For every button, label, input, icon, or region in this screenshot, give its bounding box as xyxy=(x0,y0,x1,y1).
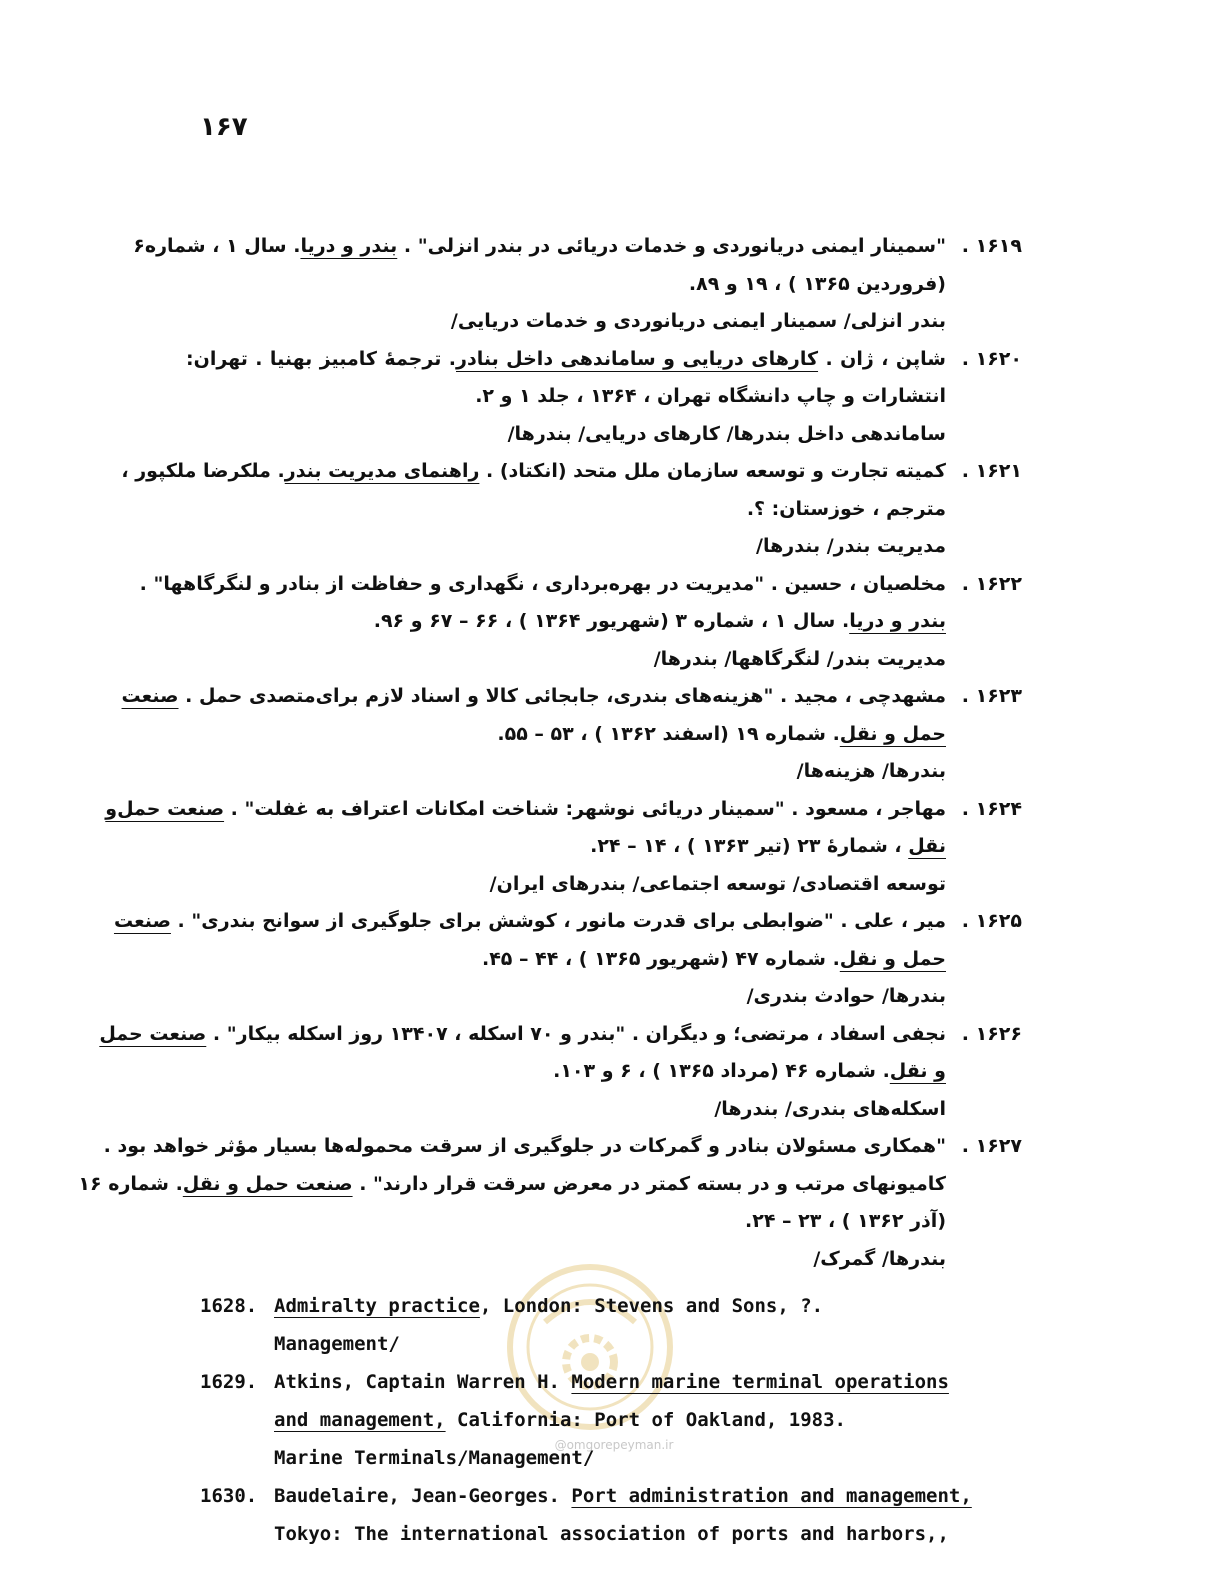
entry-text: Management/ xyxy=(274,1333,400,1355)
entry-line xyxy=(186,828,1022,866)
entry-subjects: بندر انزلی/ سمینار ایمنی دریانوردی و خدمات دریایی/ xyxy=(450,310,946,332)
entry-text: Baudelaire, Jean-Georges. xyxy=(274,1485,572,1507)
entry-text: . شماره ۴۷ (شهریور ۱۳۶۵ ) ، ۴۴ – ۴۵. xyxy=(481,947,840,970)
entry-title: بندر و دریا xyxy=(849,610,946,632)
entry-text: مشهدچی ، مجید . "هزینه‌های بندری، جابجائی کالا و اسناد لازم برای‌متصدی حمل . xyxy=(178,685,946,707)
entry-text: (آذر ۱۳۶۲ ) ، ۲۳ – ۲۴. xyxy=(745,1210,946,1232)
entry-line xyxy=(186,941,1022,979)
bibliography-entry xyxy=(139,566,1022,679)
bibliography-entry xyxy=(105,791,1022,904)
entry-text: نجفی اسفاد ، مرتضی؛ و دیگران . "بندر و ۷۰ اسکله ، ۱۳۴۰۷ روز اسکله بیکار" . xyxy=(206,1022,946,1045)
entry-number: ۱۶۲۱ . xyxy=(961,460,1022,482)
entry-subjects: مدیریت بندر/ لنگرگاهها/ بندرها/ xyxy=(653,647,946,670)
bibliography-entry xyxy=(121,453,1022,566)
entry-line xyxy=(113,903,1022,941)
entry-title: صنعت xyxy=(113,910,171,932)
entry-title: صنعت حمل xyxy=(99,1022,207,1045)
entry-line xyxy=(200,1287,1040,1325)
entry-line xyxy=(200,1439,1040,1477)
entry-line xyxy=(186,266,1022,304)
entry-line xyxy=(103,1128,1022,1166)
bibliography-entry xyxy=(200,1477,1040,1553)
entry-text: مهاجر ، مسعود . "سمینار دریائی نوشهر: شناخت امکانات اعتراف به غفلت" . xyxy=(224,797,946,820)
entry-number: ۱۶۲۰ . xyxy=(961,347,1022,370)
entry-line xyxy=(186,603,1022,641)
entry-text: "سمینار ایمنی دریانوردی و خدمات دریائی در بندر انزلی" . xyxy=(397,235,946,257)
entry-line xyxy=(105,791,1022,829)
entry-text: Marine Terminals/Management/ xyxy=(274,1447,595,1469)
entry-text: Tokyo: The international association of ports and harbors,, xyxy=(274,1523,949,1545)
entry-title: صنعت حمل‌و xyxy=(105,797,225,820)
entry-line xyxy=(200,1477,1040,1515)
entry-number: ۱۶۲۳ . xyxy=(961,685,1022,707)
entry-number: ۱۶۲۵ . xyxy=(961,910,1022,932)
persian-bibliography xyxy=(78,228,1022,1278)
entry-line xyxy=(186,1203,1022,1241)
bibliography-entry xyxy=(99,1016,1022,1129)
entry-line xyxy=(139,566,1022,604)
entry-text: کمیته تجارت و توسعه سازمان ملل متحد (انکتاد) . xyxy=(479,460,946,482)
entry-text: مخلصیان ، حسین . "مدیریت در بهره‌برداری ، نگهداری و حفاظت از بنادر و لنگرگاهها" . xyxy=(139,572,946,595)
entry-number: ۱۶۲۲ . xyxy=(961,572,1022,595)
bibliography-entry xyxy=(113,903,1022,1016)
entry-line xyxy=(133,228,1022,266)
entry-text: . ترجمهٔ کامبیز بهنیا . تهران: xyxy=(186,347,456,370)
entry-text: کامیونهای مرتب و در بسته کمتر در معرض سرقت قرار دارند" . xyxy=(352,1172,946,1195)
entry-title: حمل و نقل xyxy=(839,947,946,970)
entry-subjects: اسکله‌های بندری/ بندرها/ xyxy=(714,1097,946,1120)
entry-text: شاپن ، ژان . xyxy=(818,347,946,370)
entry-title: و نقل xyxy=(889,1060,946,1082)
entry-line xyxy=(200,1401,1040,1439)
bibliography-entry xyxy=(78,1128,1022,1278)
bibliography-entry xyxy=(186,341,1022,454)
entry-text: Atkins, Captain Warren H. xyxy=(274,1371,572,1393)
entry-number: ۱۶۲۶ . xyxy=(961,1022,1022,1045)
entry-number: ۱۶۲۷ . xyxy=(961,1135,1022,1157)
entry-text: انتشارات و چاپ دانشگاه تهران ، ۱۳۶۴ ، جلد ۱ و ۲. xyxy=(475,385,946,407)
entry-line xyxy=(186,378,1022,416)
entry-title: صنعت حمل و نقل xyxy=(182,1172,353,1195)
entry-text: . سال ۱ ، شماره ۳ (شهریور ۱۳۶۴ ) ، ۶۶ – ۶۷ و ۹۶. xyxy=(373,610,850,632)
entry-line xyxy=(200,1363,1040,1401)
entry-subjects: بندرها/ حوادث بندری/ xyxy=(746,985,946,1007)
entry-number: 1629. xyxy=(200,1371,258,1393)
entry-number: ۱۶۱۹ . xyxy=(961,235,1022,257)
entry-title: کارهای دریایی و ساماندهی داخل بنادر xyxy=(456,347,819,370)
entry-text: . شماره ۴۶ (مرداد ۱۳۶۵ ) ، ۶ و ۱۰۳. xyxy=(553,1060,890,1082)
entry-line xyxy=(186,341,1022,379)
entry-text: (فروردین ۱۳۶۵ ) ، ۱۹ و ۸۹. xyxy=(688,272,946,295)
entry-title: بندر و دریا xyxy=(300,235,398,257)
entry-text: . شماره ۱۶ xyxy=(78,1172,183,1195)
entry-number: ۱۶۲۴ . xyxy=(961,797,1022,820)
entry-line xyxy=(121,453,1022,491)
entry-text: . شماره ۱۹ (اسفند ۱۳۶۲ ) ، ۵۳ – ۵۵. xyxy=(497,722,840,745)
entry-text: ، شمارهٔ ۲۳ (تیر ۱۳۶۳ ) ، ۱۴ – ۲۴. xyxy=(590,835,909,857)
entry-text: . سال ۱ ، شماره۶ xyxy=(133,235,301,257)
entry-title: صنعت xyxy=(121,685,179,707)
entry-text: مترجم ، خوزستان: ؟. xyxy=(746,497,946,520)
entry-subjects: مدیریت بندر/ بندرها/ xyxy=(756,535,946,557)
bibliography-entry xyxy=(200,1363,1040,1477)
entry-title: نقل xyxy=(908,835,946,857)
entry-subjects: ساماندهی داخل بندرها/ کارهای دریایی/ بندرها/ xyxy=(507,422,946,445)
entry-text: California: Port of Oakland, 1983. xyxy=(445,1409,846,1431)
entry-text: "همکاری مسئولان بنادر و گمرکات در جلوگیری از سرقت محموله‌ها بسیار مؤثر خواهد بود . xyxy=(103,1135,946,1157)
entry-text: , London: Stevens and Sons, ?. xyxy=(479,1295,824,1317)
entry-line xyxy=(200,1325,1040,1363)
entry-text: میر ، علی . "ضوابطی برای قدرت مانور ، کوشش برای جلوگیری از سوانح بندری" . xyxy=(170,910,946,932)
entry-text: . ملکرضا ملکپور ، xyxy=(121,460,285,482)
watermark-text: @omgorepeyman.ir xyxy=(554,1438,674,1452)
entry-number: 1630. xyxy=(200,1485,258,1507)
entry-title: Modern marine terminal operations xyxy=(571,1371,949,1393)
entry-title: حمل و نقل xyxy=(839,722,946,745)
entry-line xyxy=(186,716,1022,754)
bibliography-entry xyxy=(121,678,1022,791)
entry-line xyxy=(78,1166,1022,1204)
entry-title: Port administration and management, xyxy=(571,1485,972,1507)
entry-subjects: بندرها/ هزینه‌ها/ xyxy=(796,760,946,782)
entry-title: and management, xyxy=(274,1409,446,1431)
page-number: ۱۶۷ xyxy=(200,112,248,142)
english-bibliography xyxy=(200,1287,1040,1553)
entry-line xyxy=(121,678,1022,716)
entry-subjects: توسعه اقتصادی/ توسعه اجتماعی/ بندرهای ایران/ xyxy=(489,872,946,895)
bibliography-entry xyxy=(133,228,1022,341)
entry-title: راهنمای مدیریت بندر xyxy=(284,460,480,482)
entry-line xyxy=(186,1053,1022,1091)
entry-line xyxy=(99,1016,1022,1054)
entry-title: Admiralty practice xyxy=(274,1295,480,1317)
entry-subjects: بندرها/ گمرک/ xyxy=(813,1247,946,1270)
entry-line xyxy=(200,1515,1040,1553)
entry-line xyxy=(186,491,1022,529)
bibliography-entry xyxy=(200,1287,1040,1363)
entry-number: 1628. xyxy=(200,1295,258,1317)
